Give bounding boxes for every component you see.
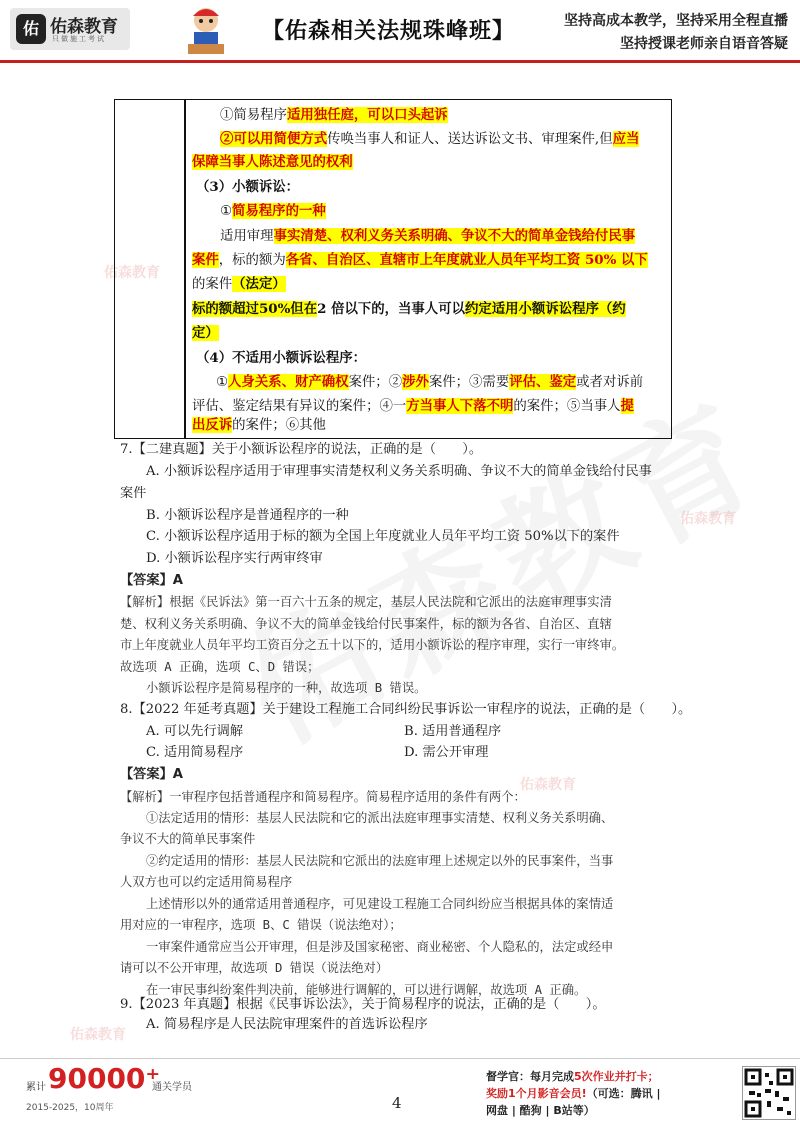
table-line: 保障当事人陈述意见的权利 [192, 154, 353, 170]
promo-text: 督学官：每月完成5次作业并打卡； 奖励1个月影音会员!（可选：腾讯 | 网盘 | 酷狗 | B站等） [486, 1070, 661, 1117]
table-column-divider [184, 99, 186, 439]
explanation-line: 故选项 A 正确，选项 C、D 错误； [120, 660, 320, 674]
stat-number: 90000⁺ [48, 1062, 161, 1095]
table-line: 评估、鉴定结果有异议的案件；④一方当事人下落不明的案件；⑤当事人提 [192, 398, 634, 414]
watermark-logo: 佑森教育 [70, 1027, 126, 1043]
option-a-continued: 案件 [120, 486, 147, 501]
slogan-line-1: 坚持高成本教学，坚持采用全程直播 [564, 13, 788, 29]
explanation-line: 上述情形以外的通常适用普通程序，可见建设工程施工合同纠纷应当根据具体的案情适 [146, 897, 614, 911]
explanation-line: 人双方也可以约定适用简易程序 [120, 875, 293, 889]
question-stem: 7.【二建真题】关于小额诉讼程序的说法，正确的是（ ）。 [120, 442, 483, 457]
table-line: 案件，标的额为各省、自治区、直辖市上年度就业人员年平均工资 50% 以下 [192, 252, 648, 268]
mascot-icon [176, 4, 236, 56]
table-line: （4）不适用小额诉讼程序： [196, 350, 367, 366]
page-number: 4 [392, 1094, 402, 1112]
option-a: A. 小额诉讼程序适用于审理事实清楚权利义务关系明确、争议不大的简单金钱给付民事 [146, 464, 652, 479]
explanation-line: 市上年度就业人员年平均工资百分之五十以下的，适用小额诉讼的程序审理，实行一审终审。 [120, 638, 625, 652]
watermark-logo: 佑森教育 [680, 511, 736, 527]
slogan-line-2: 坚持授课老师亲自语音答疑 [620, 36, 788, 52]
option-a: A. 可以先行调解 [146, 724, 244, 739]
option-b: B. 适用普通程序 [404, 724, 502, 739]
explanation-line: 请可以不公开审理，故选项 D 错误（说法绝对） [120, 961, 389, 975]
option-d: D. 小额诉讼程序实行两审终审 [146, 551, 323, 566]
explanation-line: 争议不大的简单民事案件 [120, 832, 256, 846]
stat-years: 2015-2025，10周年 [26, 1103, 114, 1113]
question-stem: 9.【2023 年真题】根据《民事诉讼法》，关于简易程序的说法，正确的是（ ）。 [120, 997, 606, 1012]
table-line: 出反诉的案件；⑥其他 [192, 417, 326, 433]
logo-text: 佑森教育 [50, 17, 118, 37]
explanation-line: ①法定适用的情形：基层人民法院和它的派出法庭审理事实清楚、权利义务关系明确、 [146, 811, 614, 825]
question-stem: 8.【2022 年延考真题】关于建设工程施工合同纠纷民事诉讼一审程序的说法，正确的是（ ）。 [120, 702, 692, 717]
explanation-line: 一审案件通常应当公开审理，但是涉及国家秘密、商业秘密、个人隐私的，法定或经申 [146, 940, 614, 954]
watermark-logo: 佑森教育 [520, 777, 576, 793]
table-line: 的案件（法定） [192, 276, 286, 292]
logo-icon: 佑 [16, 14, 46, 44]
stat-prefix: 累计 [26, 1082, 46, 1093]
header-divider [0, 60, 800, 63]
table-line: ①简易程序的一种 [220, 203, 326, 219]
answer-label: 【答案】A [120, 767, 183, 782]
table-line: 标的额超过50%但在2 倍以下的，当事人可以约定适用小额诉讼程序（约 [192, 301, 626, 317]
explanation-line: 在一审民事纠纷案件判决前，能够进行调解的，可以进行调解，故选项 A 正确。 [146, 983, 587, 997]
table-line: 适用审理事实清楚、权利义务关系明确、争议不大的简单金钱给付民事 [220, 228, 636, 244]
explanation-line: 【解析】一审程序包括普通程序和简易程序。简易程序适用的条件有两个： [120, 790, 526, 804]
option-d: D. 需公开审理 [404, 745, 489, 760]
course-title: 【佑森相关法规珠峰班】 [262, 19, 516, 44]
explanation-line: ②约定适用的情形：基层人民法院和它派出的法庭审理上述规定以外的民事案件，当事 [146, 854, 614, 868]
explanation-line: 【解析】根据《民诉法》第一百六十五条的规定，基层人民法院和它派出的法庭审理事实清 [120, 595, 612, 609]
qr-code-icon [742, 1066, 796, 1120]
option-a: A. 简易程序是人民法院审理案件的首选诉讼程序 [146, 1017, 428, 1032]
logo-subtitle: 只做施工考试 [52, 35, 106, 43]
option-b: B. 小额诉讼程序是普通程序的一种 [146, 508, 349, 523]
table-line: （3）小额诉讼： [196, 179, 300, 195]
table-line: 定） [192, 325, 219, 341]
table-line: ①人身关系、财产确权案件；②涉外案件；③需要评估、鉴定或者对诉前 [216, 374, 644, 390]
table-line: ①简易程序适用独任庭，可以口头起诉 [220, 107, 448, 123]
table-line: ②可以用简便方式传唤当事人和证人、送达诉讼文书、审理案件,但应当 [220, 131, 640, 147]
footer-divider [0, 1058, 800, 1059]
answer-label: 【答案】A [120, 573, 183, 588]
watermark-logo: 佑森教育 [104, 265, 160, 281]
explanation-line: 用对应的一审程序，选项 B、C 错误（说法绝对）； [120, 918, 402, 932]
option-c: C. 适用简易程序 [146, 745, 244, 760]
explanation-line: 楚、权利义务关系明确、争议不大的简单金钱给付民事案件，标的额为各省、自治区、直辖 [120, 617, 612, 631]
explanation-line: 小额诉讼程序是简易程序的一种，故选项 B 错误。 [146, 681, 427, 695]
stat-suffix: 通关学员 [152, 1082, 192, 1093]
option-c: C. 小额诉讼程序适用于标的额为全国上年度就业人员年平均工资 50%以下的案件 [146, 529, 620, 544]
